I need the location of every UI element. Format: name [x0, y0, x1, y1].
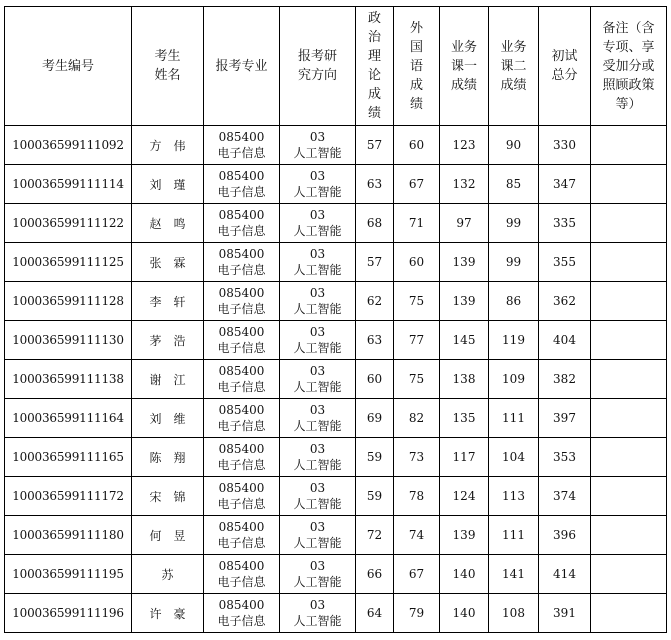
- exam-id-cell: 100036599111196: [5, 594, 132, 633]
- direction-cell: [280, 321, 356, 360]
- direction-name: 人工智能: [293, 380, 342, 394]
- major-name: 电子信息: [217, 224, 266, 238]
- direction-code: 03: [309, 130, 326, 144]
- course-2-score-cell: 119: [489, 321, 539, 360]
- direction-cell: [280, 126, 356, 165]
- major-cell: [204, 165, 280, 204]
- foreign-language-score-cell: 77: [394, 321, 440, 360]
- direction-name: 人工智能: [293, 614, 342, 628]
- remark-cell: [591, 243, 667, 282]
- direction-code: 03: [309, 247, 326, 261]
- total-score-cell: 396: [539, 516, 591, 555]
- major-name: 电子信息: [217, 185, 266, 199]
- direction-cell: [280, 477, 356, 516]
- major-name: 电子信息: [217, 146, 266, 160]
- direction-cell: [280, 360, 356, 399]
- foreign-language-score-cell: 82: [394, 399, 440, 438]
- major-name: 电子信息: [217, 575, 266, 589]
- major-name: 电子信息: [217, 380, 266, 394]
- direction-cell: [280, 399, 356, 438]
- direction-code: 03: [309, 403, 326, 417]
- course-2-score-cell: 85: [489, 165, 539, 204]
- politics-score-cell: 57: [356, 126, 394, 165]
- direction-code: 03: [309, 208, 326, 222]
- course-1-score-cell: 124: [440, 477, 489, 516]
- foreign-language-score-cell: 74: [394, 516, 440, 555]
- course-2-score-cell: 111: [489, 516, 539, 555]
- major-cell: [204, 516, 280, 555]
- table-row: [5, 321, 667, 360]
- total-score-cell: 391: [539, 594, 591, 633]
- direction-code: 03: [309, 169, 326, 183]
- direction-name: 人工智能: [293, 224, 342, 238]
- exam-id-cell: 100036599111125: [5, 243, 132, 282]
- major-name: 电子信息: [217, 497, 266, 511]
- major-code: 085400: [218, 481, 265, 495]
- name-cell: 何 昱: [132, 516, 204, 555]
- foreign-language-score-cell: 73: [394, 438, 440, 477]
- major-cell: [204, 204, 280, 243]
- foreign-language-score-cell: 79: [394, 594, 440, 633]
- direction-name: 人工智能: [293, 302, 342, 316]
- remark-cell: [591, 438, 667, 477]
- major-code: 085400: [218, 364, 265, 378]
- major-name: 电子信息: [217, 341, 266, 355]
- direction-cell: [280, 516, 356, 555]
- table-row: [5, 438, 667, 477]
- exam-id-cell: 100036599111164: [5, 399, 132, 438]
- course-1-score-cell: 139: [440, 516, 489, 555]
- major-cell: [204, 477, 280, 516]
- name-cell: 方 伟: [132, 126, 204, 165]
- major-code: 085400: [218, 520, 265, 534]
- foreign-language-score-cell: 60: [394, 243, 440, 282]
- direction-name: 人工智能: [293, 146, 342, 160]
- exam-id-cell: 100036599111180: [5, 516, 132, 555]
- header-direction: 报考研 究方向: [280, 7, 356, 126]
- course-2-score-cell: 86: [489, 282, 539, 321]
- total-score-cell: 414: [539, 555, 591, 594]
- politics-score-cell: 68: [356, 204, 394, 243]
- remark-cell: [591, 516, 667, 555]
- direction-name: 人工智能: [293, 341, 342, 355]
- header-course-1: 业务 课一 成绩: [440, 7, 489, 126]
- major-code: 085400: [218, 247, 265, 261]
- total-score-cell: 347: [539, 165, 591, 204]
- total-score-cell: 404: [539, 321, 591, 360]
- remark-cell: [591, 594, 667, 633]
- total-score-cell: 330: [539, 126, 591, 165]
- major-code: 085400: [218, 403, 265, 417]
- major-cell: [204, 594, 280, 633]
- politics-score-cell: 63: [356, 165, 394, 204]
- name-cell: 刘 瑾: [132, 165, 204, 204]
- course-1-score-cell: 135: [440, 399, 489, 438]
- header-foreign-language: 外 国 语 成 绩: [394, 7, 440, 126]
- exam-id-cell: 100036599111130: [5, 321, 132, 360]
- score-table: [4, 6, 667, 633]
- foreign-language-score-cell: 67: [394, 555, 440, 594]
- total-score-cell: 353: [539, 438, 591, 477]
- foreign-language-score-cell: 67: [394, 165, 440, 204]
- direction-code: 03: [309, 598, 326, 612]
- name-cell: 赵 鸣: [132, 204, 204, 243]
- major-cell: [204, 555, 280, 594]
- course-2-score-cell: 108: [489, 594, 539, 633]
- total-score-cell: 335: [539, 204, 591, 243]
- politics-score-cell: 69: [356, 399, 394, 438]
- total-score-cell: 382: [539, 360, 591, 399]
- exam-id-cell: 100036599111172: [5, 477, 132, 516]
- header-exam-id: 考生编号: [5, 7, 132, 126]
- politics-score-cell: 64: [356, 594, 394, 633]
- table-row: [5, 243, 667, 282]
- course-1-score-cell: 139: [440, 282, 489, 321]
- remark-cell: [591, 555, 667, 594]
- course-2-score-cell: 99: [489, 243, 539, 282]
- major-cell: [204, 438, 280, 477]
- name-cell: 谢 江: [132, 360, 204, 399]
- course-2-score-cell: 141: [489, 555, 539, 594]
- course-1-score-cell: 123: [440, 126, 489, 165]
- politics-score-cell: 59: [356, 438, 394, 477]
- name-cell: 茅 浩: [132, 321, 204, 360]
- exam-id-cell: 100036599111122: [5, 204, 132, 243]
- remark-cell: [591, 399, 667, 438]
- foreign-language-score-cell: 78: [394, 477, 440, 516]
- total-score-cell: 362: [539, 282, 591, 321]
- major-name: 电子信息: [217, 263, 266, 277]
- direction-cell: [280, 243, 356, 282]
- table-row: [5, 594, 667, 633]
- direction-code: 03: [309, 559, 326, 573]
- direction-code: 03: [309, 364, 326, 378]
- course-2-score-cell: 99: [489, 204, 539, 243]
- table-row: [5, 477, 667, 516]
- course-1-score-cell: 140: [440, 594, 489, 633]
- major-code: 085400: [218, 559, 265, 573]
- politics-score-cell: 66: [356, 555, 394, 594]
- politics-score-cell: 59: [356, 477, 394, 516]
- table-row: [5, 399, 667, 438]
- direction-cell: [280, 165, 356, 204]
- major-cell: [204, 282, 280, 321]
- direction-name: 人工智能: [293, 497, 342, 511]
- header-major: 报考专业: [204, 7, 280, 126]
- direction-code: 03: [309, 325, 326, 339]
- exam-id-cell: 100036599111092: [5, 126, 132, 165]
- direction-name: 人工智能: [293, 575, 342, 589]
- course-2-score-cell: 113: [489, 477, 539, 516]
- header-name: 考生 姓名: [132, 7, 204, 126]
- table-row: [5, 360, 667, 399]
- course-1-score-cell: 132: [440, 165, 489, 204]
- remark-cell: [591, 360, 667, 399]
- major-code: 085400: [218, 169, 265, 183]
- header-politics: 政 治 理 论 成 绩: [356, 7, 394, 126]
- table-row: [5, 555, 667, 594]
- direction-cell: [280, 594, 356, 633]
- name-cell: 张 霖: [132, 243, 204, 282]
- direction-code: 03: [309, 442, 326, 456]
- remark-cell: [591, 126, 667, 165]
- politics-score-cell: 63: [356, 321, 394, 360]
- major-name: 电子信息: [217, 614, 266, 628]
- major-code: 085400: [218, 130, 265, 144]
- foreign-language-score-cell: 60: [394, 126, 440, 165]
- course-2-score-cell: 104: [489, 438, 539, 477]
- exam-id-cell: 100036599111128: [5, 282, 132, 321]
- politics-score-cell: 57: [356, 243, 394, 282]
- politics-score-cell: 62: [356, 282, 394, 321]
- direction-code: 03: [309, 481, 326, 495]
- table-row: [5, 204, 667, 243]
- major-cell: [204, 399, 280, 438]
- major-name: 电子信息: [217, 419, 266, 433]
- remark-cell: [591, 321, 667, 360]
- course-2-score-cell: 90: [489, 126, 539, 165]
- foreign-language-score-cell: 71: [394, 204, 440, 243]
- name-cell: 陈 翔: [132, 438, 204, 477]
- course-1-score-cell: 138: [440, 360, 489, 399]
- major-cell: [204, 243, 280, 282]
- remark-cell: [591, 477, 667, 516]
- table-body: [5, 126, 667, 633]
- major-code: 085400: [218, 325, 265, 339]
- remark-cell: [591, 282, 667, 321]
- total-score-cell: 374: [539, 477, 591, 516]
- direction-cell: [280, 204, 356, 243]
- major-name: 电子信息: [217, 302, 266, 316]
- politics-score-cell: 60: [356, 360, 394, 399]
- direction-name: 人工智能: [293, 419, 342, 433]
- direction-cell: [280, 555, 356, 594]
- table-row: [5, 282, 667, 321]
- name-cell: 宋 锦: [132, 477, 204, 516]
- major-code: 085400: [218, 208, 265, 222]
- name-cell: 刘 维: [132, 399, 204, 438]
- major-cell: [204, 360, 280, 399]
- direction-cell: [280, 282, 356, 321]
- remark-cell: [591, 204, 667, 243]
- exam-id-cell: 100036599111138: [5, 360, 132, 399]
- remark-cell: [591, 165, 667, 204]
- direction-name: 人工智能: [293, 458, 342, 472]
- course-1-score-cell: 97: [440, 204, 489, 243]
- header-row: [5, 7, 667, 126]
- course-1-score-cell: 139: [440, 243, 489, 282]
- major-code: 085400: [218, 286, 265, 300]
- course-2-score-cell: 111: [489, 399, 539, 438]
- exam-id-cell: 100036599111114: [5, 165, 132, 204]
- header-remark: 备注（含 专项、享 受加分或 照顾政策 等）: [591, 7, 667, 126]
- name-cell: 李 轩: [132, 282, 204, 321]
- direction-code: 03: [309, 286, 326, 300]
- major-name: 电子信息: [217, 458, 266, 472]
- header-course-2: 业务 课二 成绩: [489, 7, 539, 126]
- exam-id-cell: 100036599111165: [5, 438, 132, 477]
- foreign-language-score-cell: 75: [394, 360, 440, 399]
- course-2-score-cell: 109: [489, 360, 539, 399]
- direction-name: 人工智能: [293, 536, 342, 550]
- major-code: 085400: [218, 598, 265, 612]
- major-cell: [204, 321, 280, 360]
- table-row: [5, 516, 667, 555]
- exam-id-cell: 100036599111195: [5, 555, 132, 594]
- major-name: 电子信息: [217, 536, 266, 550]
- course-1-score-cell: 117: [440, 438, 489, 477]
- direction-cell: [280, 438, 356, 477]
- politics-score-cell: 72: [356, 516, 394, 555]
- table-row: [5, 165, 667, 204]
- course-1-score-cell: 140: [440, 555, 489, 594]
- direction-name: 人工智能: [293, 263, 342, 277]
- table-row: [5, 126, 667, 165]
- name-cell: 许 豪: [132, 594, 204, 633]
- direction-code: 03: [309, 520, 326, 534]
- name-cell: 苏: [132, 555, 204, 594]
- total-score-cell: 355: [539, 243, 591, 282]
- major-cell: [204, 126, 280, 165]
- foreign-language-score-cell: 75: [394, 282, 440, 321]
- total-score-cell: 397: [539, 399, 591, 438]
- header-total: 初试 总分: [539, 7, 591, 126]
- course-1-score-cell: 145: [440, 321, 489, 360]
- direction-name: 人工智能: [293, 185, 342, 199]
- major-code: 085400: [218, 442, 265, 456]
